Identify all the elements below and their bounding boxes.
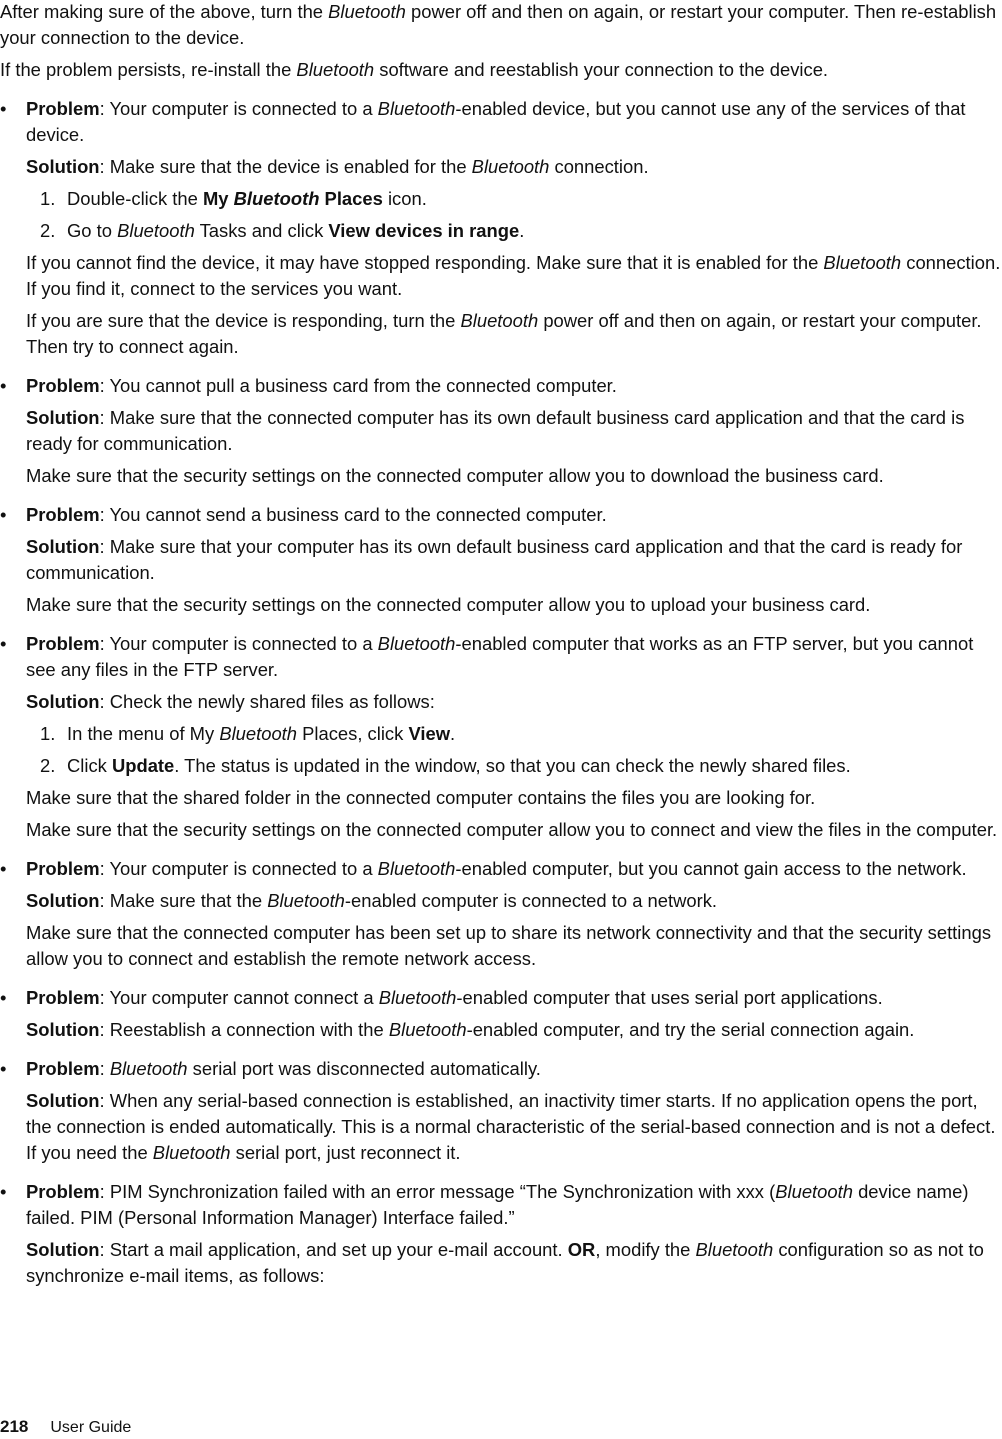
problem-text: Problem: Bluetooth serial port was disconnected automatically. bbox=[26, 1058, 541, 1079]
problem-text: Problem: Your computer is connected to a Bluetooth-enabled computer that works as an FTP server, but you cannot see any files in the FTP server. bbox=[26, 633, 974, 680]
problem-item bbox=[0, 856, 1002, 882]
problem-text: Problem: PIM Synchronization failed with an error message “The Synchronization with xxx (Bluetooth device name) failed. PIM (Personal Information Manager) Interface failed.” bbox=[26, 1181, 969, 1228]
bullet-icon: • bbox=[0, 987, 7, 1008]
solution-paragraph: Solution: Check the newly shared files as follows: bbox=[26, 691, 435, 712]
problem-item bbox=[0, 631, 1002, 683]
bullet-icon: • bbox=[0, 98, 7, 119]
body-paragraph: After making sure of the above, turn the Bluetooth power off and then on again, or restart your computer. Then re-establish your connection to the device. bbox=[0, 1, 997, 48]
solution-paragraph: Solution: Make sure that the Bluetooth-enabled computer is connected to a network. bbox=[26, 890, 718, 911]
problem-item bbox=[0, 1179, 1002, 1231]
solution-paragraph: Make sure that the security settings on the connected computer allow you to download the business card. bbox=[26, 465, 884, 486]
page-number: 218 bbox=[0, 1417, 29, 1436]
numbered-step bbox=[0, 218, 1002, 244]
step-text: Click Update. The status is updated in the window, so that you can check the newly shared files. bbox=[67, 755, 851, 776]
numbered-step bbox=[0, 753, 1002, 779]
problem-item bbox=[0, 373, 1002, 399]
bullet-icon: • bbox=[0, 1058, 7, 1079]
solution-paragraph: If you are sure that the device is responding, turn the Bluetooth power off and then on again, or restart your computer. Then try to connect again. bbox=[26, 310, 982, 357]
bullet-icon: • bbox=[0, 1181, 7, 1202]
problem-text: Problem: Your computer is connected to a Bluetooth-enabled computer, but you cannot gain access to the network. bbox=[26, 858, 967, 879]
solution-paragraph: Make sure that the connected computer has been set up to share its network connectivity and that the security settings allow you to connect and establish the remote network access. bbox=[26, 922, 992, 969]
solution-paragraph: Solution: Reestablish a connection with the Bluetooth-enabled computer, and try the serial connection again. bbox=[26, 1019, 915, 1040]
numbered-step bbox=[0, 186, 1002, 212]
step-text: Double-click the My Bluetooth Places icon. bbox=[67, 188, 427, 209]
solution-paragraph: If you cannot find the device, it may have stopped responding. Make sure that it is enabled for the Bluetooth connection. If you find it, connect to the services you want. bbox=[26, 252, 1001, 299]
bullet-icon: • bbox=[0, 375, 7, 396]
solution-paragraph: Solution: Make sure that the device is enabled for the Bluetooth connection. bbox=[26, 156, 649, 177]
problem-text: Problem: Your computer is connected to a Bluetooth-enabled device, but you cannot use any of the services of that device. bbox=[26, 98, 966, 145]
problem-text: Problem: You cannot send a business card to the connected computer. bbox=[26, 504, 607, 525]
step-text: Go to Bluetooth Tasks and click View devices in range. bbox=[67, 220, 525, 241]
solution-paragraph: Make sure that the security settings on the connected computer allow you to connect and view the files in the computer. bbox=[26, 819, 998, 840]
solution-paragraph: Solution: When any serial-based connection is established, an inactivity timer starts. If no application opens the port, the connection is ended automatically. This is a normal characteristic of the serial-based connection and is not a defect. If you need the Bluetooth serial port, just reconnect it. bbox=[26, 1090, 996, 1163]
problem-item bbox=[0, 985, 1002, 1011]
step-text: In the menu of My Bluetooth Places, click View. bbox=[67, 723, 456, 744]
bullet-icon: • bbox=[0, 858, 7, 879]
step-number: 2. bbox=[40, 755, 56, 776]
solution-paragraph: Make sure that the shared folder in the connected computer contains the files you are looking for. bbox=[26, 787, 816, 808]
problem-item bbox=[0, 1056, 1002, 1082]
step-number: 1. bbox=[40, 188, 56, 209]
solution-paragraph: Solution: Start a mail application, and set up your e-mail account. OR, modify the Bluetooth configuration so as not to synchronize e-mail items, as follows: bbox=[26, 1239, 984, 1286]
bullet-icon: • bbox=[0, 633, 7, 654]
problem-item bbox=[0, 502, 1002, 528]
body-paragraph: If the problem persists, re-install the Bluetooth software and reestablish your connection to the device. bbox=[0, 59, 829, 80]
bullet-icon: • bbox=[0, 504, 7, 525]
problem-text: Problem: Your computer cannot connect a Bluetooth-enabled computer that uses serial port applications. bbox=[26, 987, 883, 1008]
numbered-step bbox=[0, 721, 1002, 747]
problem-text: Problem: You cannot pull a business card from the connected computer. bbox=[26, 375, 617, 396]
guide-title: User Guide bbox=[50, 1419, 132, 1436]
step-number: 1. bbox=[40, 723, 56, 744]
step-number: 2. bbox=[40, 220, 56, 241]
solution-paragraph: Make sure that the security settings on the connected computer allow you to upload your business card. bbox=[26, 594, 871, 615]
solution-paragraph: Solution: Make sure that the connected computer has its own default business card application and that the card is ready for communication. bbox=[26, 407, 965, 454]
solution-paragraph: Solution: Make sure that your computer has its own default business card application and that the card is ready for communication. bbox=[26, 536, 963, 583]
problem-item bbox=[0, 96, 1002, 148]
